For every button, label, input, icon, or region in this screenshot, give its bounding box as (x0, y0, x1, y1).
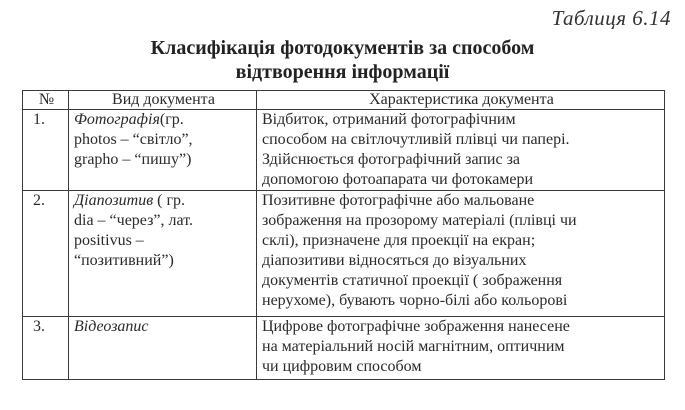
doc-description-cell (257, 317, 665, 380)
header-doc-type: Вид документа (69, 91, 257, 110)
doc-type-cell (69, 317, 257, 380)
doc-type-cell (69, 110, 257, 191)
table-row (23, 191, 665, 317)
doc-description-line: нерухоме), бувають чорно-білі або кольорові (262, 292, 568, 309)
row-number: 1. (23, 110, 69, 191)
doc-description-line: Здійснюється фотографічний запис за (262, 151, 521, 168)
table-title (0, 36, 685, 84)
doc-type-cell (69, 191, 257, 317)
table-title-line-2: відтворення інформації (235, 61, 450, 83)
doc-description-line: способом на світлочутливій плівці чи папері. (262, 131, 570, 148)
doc-type-name: Відеозапис (74, 318, 149, 335)
row-number: 3. (23, 317, 69, 380)
doc-description-cell (257, 110, 665, 191)
doc-description-line: документів статичної проекції ( зображення (262, 272, 563, 289)
doc-description-line: Відбиток, отриманий фотографічним (262, 111, 516, 128)
doc-etymology-line: “позитивний”) (74, 252, 174, 269)
doc-description-line: зображення на прозорому матеріалі (плівці чи (262, 212, 577, 229)
doc-etymology-line: photos – “світло”, (74, 131, 193, 148)
doc-description-line: склі), призначене для проекції на екран; (262, 232, 536, 249)
doc-etymology-first: (гр. (159, 111, 184, 128)
classification-table (22, 90, 665, 380)
doc-etymology-line: grapho – “пишу”) (74, 151, 192, 168)
header-doc-description: Характеристика документа (257, 91, 665, 110)
doc-description-line: діапозитиви відносяться до візуальних (262, 252, 527, 269)
table-row (23, 110, 665, 191)
row-number: 2. (23, 191, 69, 317)
table-number: Таблиця 6.14 (551, 6, 671, 30)
doc-etymology-line: positivus – (74, 232, 144, 249)
doc-etymology-line: dia – “через”, лат. (74, 212, 193, 229)
table-header-row (23, 91, 665, 110)
doc-type-name: Фотографія (74, 111, 160, 128)
doc-description-line: на матеріальний носій магнітним, оптичним (262, 338, 565, 355)
table-row (23, 317, 665, 380)
doc-type-name: Діапозитив (74, 192, 154, 209)
header-num: № (23, 91, 69, 110)
doc-etymology-first: ( гр. (153, 192, 186, 209)
doc-description-line: Цифрове фотографічне зображення нанесене (262, 318, 570, 335)
doc-description-line: допомогою фотоапарата чи фотокамери (262, 171, 534, 188)
doc-description-line: Позитивне фотографічне або мальоване (262, 192, 535, 209)
table-title-line-1: Класифікація фотодокументів за способом (150, 37, 535, 59)
doc-description-cell (257, 191, 665, 317)
doc-description-line: чи цифровим способом (262, 358, 422, 375)
